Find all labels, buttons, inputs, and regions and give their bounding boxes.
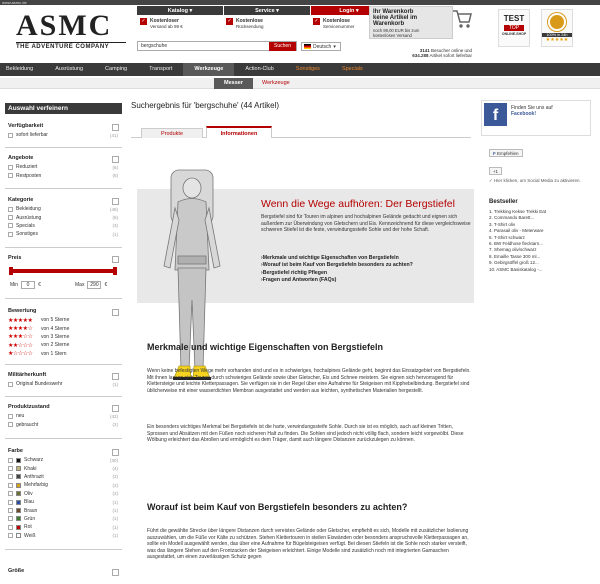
filter-rating bbox=[5, 307, 122, 358]
filter-option-color[interactable]: Braun (1) bbox=[5, 506, 122, 514]
cat-bekleidung[interactable]: Bekleidung bbox=[6, 66, 34, 72]
rating-option[interactable]: ★★★★☆ von 4 Sterne bbox=[8, 325, 70, 333]
sidebar-heading: Auswahl verfeinern bbox=[5, 103, 122, 114]
filter-option-color[interactable]: Schwarz (30) bbox=[5, 456, 122, 464]
checkbox[interactable] bbox=[8, 491, 13, 496]
bestseller-list bbox=[489, 209, 594, 273]
nav-login[interactable]: Login ▾ bbox=[311, 6, 387, 15]
filter-option[interactable]: Bekleidung (49) bbox=[5, 205, 122, 213]
color-swatch bbox=[16, 500, 21, 505]
nav-katalog[interactable]: Katalog ▾ bbox=[137, 6, 223, 15]
shopping-cart-icon[interactable] bbox=[452, 8, 472, 30]
star-rating-icon: ★★★★★ bbox=[8, 317, 33, 324]
trusted-shop-badge[interactable]: 100% in 24h ★★★★★ bbox=[541, 9, 573, 47]
price-slider-handle-max[interactable] bbox=[113, 267, 117, 275]
check-icon: ✓ bbox=[314, 18, 319, 24]
filter-condition bbox=[5, 403, 122, 429]
award-seal-icon bbox=[548, 13, 566, 31]
filter-size bbox=[5, 567, 122, 576]
filter-title[interactable]: Angebote bbox=[5, 154, 122, 163]
checkbox[interactable] bbox=[8, 516, 13, 521]
language-select[interactable]: Deutsch ▾ bbox=[301, 42, 341, 51]
bestseller-item[interactable]: 7. Shemag oliv/schwarz bbox=[489, 247, 537, 253]
section-heading: Merkmale und wichtige Eigenschaften von Bergstiefeln bbox=[147, 342, 384, 352]
logo-text: ASMC bbox=[16, 9, 113, 42]
color-swatch bbox=[16, 516, 21, 521]
filter-title[interactable]: Bewertung bbox=[5, 307, 122, 316]
filter-option[interactable]: Restposten (6) bbox=[5, 171, 122, 179]
filter-title[interactable]: Militärherkunft bbox=[5, 371, 122, 380]
anchor-link[interactable]: ›Merkmale und wichtige Eigenschaften von Bergstiefeln bbox=[261, 255, 399, 261]
filter-title[interactable]: Farbe bbox=[5, 447, 122, 456]
cat-specials[interactable]: Specials bbox=[341, 66, 363, 72]
checkbox[interactable] bbox=[8, 525, 13, 530]
filter-option[interactable]: Specials (3) bbox=[5, 222, 122, 230]
selling-point: ✓ Kostenlose Rücksendung bbox=[227, 18, 264, 29]
filter-option[interactable]: gebraucht (2) bbox=[5, 420, 122, 428]
logo-tagline: THE ADVENTURE COMPANY bbox=[16, 42, 126, 50]
filter-military bbox=[5, 371, 122, 388]
color-swatch bbox=[16, 525, 21, 530]
checkbox[interactable] bbox=[8, 232, 13, 237]
like-button[interactable]: F Empfehlen bbox=[489, 149, 523, 157]
anchor-link[interactable]: ›Bergstiefel richtig Pflegen bbox=[261, 269, 328, 276]
hiker-illustration bbox=[160, 162, 224, 398]
checkbox[interactable] bbox=[8, 483, 13, 488]
checkbox[interactable] bbox=[8, 215, 13, 220]
color-swatch bbox=[16, 458, 21, 463]
checkbox[interactable] bbox=[8, 508, 13, 513]
rating-option[interactable]: ★★☆☆☆ von 2 Sterne bbox=[8, 342, 70, 349]
checkbox[interactable] bbox=[8, 458, 13, 463]
checkbox[interactable] bbox=[8, 165, 13, 170]
filter-title[interactable]: Produktzustand bbox=[5, 403, 122, 412]
checkbox[interactable] bbox=[8, 223, 13, 228]
cat-transport[interactable]: Transport bbox=[149, 66, 173, 72]
filter-option[interactable]: Sonstiges (1) bbox=[5, 230, 122, 238]
bestseller-item[interactable]: 9. Gebirgsöffel groß 12... bbox=[489, 260, 539, 266]
checkbox[interactable] bbox=[8, 414, 13, 419]
bestseller-item[interactable]: 8. Emaille Tasse 300 ml... bbox=[489, 253, 541, 259]
filter-availability bbox=[5, 122, 122, 139]
bestseller-item[interactable]: 2. Commando Barett... bbox=[489, 215, 535, 221]
cart-title: Ihr Warenkorb bbox=[373, 9, 414, 15]
filter-title[interactable]: Kategorie bbox=[5, 196, 122, 205]
filter-option-color[interactable]: Blau (1) bbox=[5, 498, 122, 506]
search-input[interactable]: bergschuhe bbox=[137, 41, 297, 51]
filter-option[interactable]: neu (42) bbox=[5, 412, 122, 420]
social-media-notice[interactable]: ✓ Hier klicken, um Social Media zu aktivieren. bbox=[489, 178, 581, 183]
paragraph: Ein besonders wichtiges Merkmal bei Bergstiefeln ist die harte, verwindungssteife Sohle. Durch sie ist es möglich, auch auf kleinen Tritten, Sprossen und Absätzen mit den Füßen noch sicheren Halt zu finden. Die Sohlen sind jedoch nicht völlig flach, sondern leicht vorgewölbt. Diese Wölbung erleichtert das Abrollen und ermöglicht es dem Träger, damit auch längere Distanzen zurückzulegen zu können. bbox=[147, 424, 464, 444]
subnav-werkzeuge[interactable]: Werkzeuge bbox=[262, 80, 290, 86]
bestseller-item[interactable]: 5. T-Shirt schwarz bbox=[489, 234, 525, 240]
star-rating-icon: ★★★★☆ bbox=[8, 326, 33, 333]
price-min: Min 0 € bbox=[10, 282, 41, 288]
star-rating-icon: ★★☆☆☆ bbox=[8, 342, 33, 349]
filter-option-color[interactable]: Khaki (4) bbox=[5, 464, 122, 472]
bestseller-item[interactable]: 1. Trekking Kekse Trekki Eat bbox=[489, 209, 547, 214]
chevron-down-icon: ▾ bbox=[333, 43, 336, 50]
filter-category bbox=[5, 196, 122, 239]
cat-camping[interactable]: Camping bbox=[105, 66, 128, 72]
filter-title[interactable]: Größe bbox=[5, 567, 122, 576]
rating-option[interactable]: ★★★★★ von 5 Sterne bbox=[8, 317, 70, 324]
tab-produkte[interactable]: Produkte bbox=[141, 128, 203, 138]
cat-action-club[interactable]: Action-Club bbox=[245, 66, 274, 72]
anchor-link[interactable]: ›Worauf ist beim Kauf von Bergstiefeln besonders zu achten? bbox=[261, 262, 413, 269]
check-icon: ✓ bbox=[227, 18, 232, 24]
star-rating-icon: ★★★☆☆ bbox=[8, 334, 33, 341]
checkbox[interactable] bbox=[8, 173, 13, 178]
bestseller-item[interactable]: 4. Parasail oliv - Meterware bbox=[489, 228, 544, 234]
checkbox[interactable] bbox=[8, 500, 13, 505]
price-max-input[interactable]: 290 bbox=[87, 281, 101, 289]
filter-option-color[interactable]: Rot (1) bbox=[5, 523, 122, 531]
paragraph: Wenn keine befestigten Wege mehr vorhanden sind und es in schwieriges, hochalpines Gelände geht, beginnt das Einsatzgebiet von Bergstiefeln. Mit ihnen lassen sich Touren durch schwieriges Gelände sowie über Gletscher, Eis und Schnee meistern. Sie eignen sich hervorragend für Klettersteige und leichte Kletterpassagen. Sie verfügen sie in der Regel über eine Aufnahme für Steigeisen mit Kipphebelbindung. Bergstiefel sind üblicherweise mit einer wasserdichten Membran ausgestattet und werden aus leichten, synthetischen Materialien hergestellt. bbox=[147, 368, 471, 394]
visitor-stats: 3141 Besucher online und 634.288 Artikel sofort lieferbar bbox=[412, 48, 472, 58]
paragraph: Führt die gewählte Strecke über längere Distanzen durch vereistes Gelände oder Gletscher, empfiehlt es sich, Modelle mit zusätzlicher Isolierung auszuwählen, um die Füße vor Kälte zu schützen. Stehen Klettertouren in steilen Eiswänden oder besonders anspruchsvolle Kletterpassagen an, sollte ein Modell ausgewählt werden, das über eine Aufnahme für Bügelsteigeisen verfügt. Bei diesen Stiefeln ist die Sohle noch starker versteift, was das längere Stehen auf den Frontzacken der Steigeisen erleichtert. Einige Modelle sind zusätzlich noch mit integrierten Gamaschen ausgestattet, um einen zuverlässigen Schutz gegen bbox=[147, 528, 469, 561]
hero-title: Wenn die Wege aufhören: Der Bergstiefel bbox=[261, 198, 455, 210]
selling-point: ✓ Kostenloser Versand ab 99 € bbox=[141, 18, 183, 29]
section-heading: Worauf ist beim Kauf von Bergstiefeln besonders zu achten? bbox=[147, 502, 408, 512]
color-swatch bbox=[16, 466, 21, 471]
color-swatch bbox=[16, 533, 21, 538]
nav-service[interactable]: Service ▾ bbox=[224, 6, 310, 15]
rating-option[interactable]: ★★★☆☆ von 3 Sterne bbox=[8, 333, 70, 341]
hero-text: Bergstiefel sind für Touren im alpinen und hochalpinen Gelände gedacht und eignen sich außerdem zur Überwindung von Gletschern und Eis. Kennzeichnend für diese vergleichsweise schweren Stiefel ist die feste, verwindungssteife Sohle und der hohe Schaft. bbox=[261, 214, 471, 233]
filter-price bbox=[5, 254, 122, 263]
checkbox[interactable] bbox=[8, 133, 13, 138]
selling-points bbox=[137, 16, 384, 36]
star-rating-icon: ★☆☆☆☆ bbox=[8, 351, 33, 358]
filter-title[interactable]: Verfügbarkeit bbox=[5, 122, 122, 131]
filter-option[interactable]: Ausrüstung (6) bbox=[5, 213, 122, 221]
bestseller-title: Bestseller bbox=[489, 199, 518, 205]
facebook-text[interactable]: Finden Sie uns auf Facebook! bbox=[511, 105, 553, 117]
bestseller-item[interactable]: 10. ASMC Basiskatalog -... bbox=[489, 266, 543, 272]
filter-sidebar bbox=[5, 103, 122, 584]
asmc-logo[interactable] bbox=[16, 11, 126, 50]
selling-point: ✓ Kostenlose Servicenummer bbox=[314, 18, 355, 29]
test-badge[interactable]: TEST TOP ONLINE-SHOP bbox=[498, 9, 530, 47]
hero-link-list bbox=[261, 255, 413, 285]
filter-title[interactable]: Preis bbox=[5, 254, 122, 263]
rating-option[interactable]: ★☆☆☆☆ von 1 Stern bbox=[8, 350, 67, 358]
subnav-messer[interactable]: Messer bbox=[214, 78, 253, 89]
top-nav bbox=[137, 6, 387, 15]
result-tabs bbox=[131, 124, 471, 138]
check-icon: ✓ bbox=[141, 18, 146, 24]
color-swatch bbox=[16, 483, 21, 488]
filter-option-color[interactable]: Grün (1) bbox=[5, 515, 122, 523]
filter-option-color[interactable]: Oliv (2) bbox=[5, 490, 122, 498]
color-swatch bbox=[16, 474, 21, 479]
page-title: Suchergebnis für 'bergschuhe' (44 Artikel) bbox=[131, 101, 280, 110]
price-min-input[interactable]: 0 bbox=[21, 281, 35, 289]
price-max: Max 290 € bbox=[75, 282, 108, 288]
cat-sonstiges[interactable]: Sonstiges bbox=[295, 66, 320, 72]
checkbox[interactable] bbox=[8, 207, 13, 212]
checkbox[interactable] bbox=[8, 382, 13, 387]
bestseller-item[interactable]: 6. BW Feldhose flecktarn... bbox=[489, 241, 544, 247]
color-swatch bbox=[16, 508, 21, 513]
cat-werkzeuge[interactable]: Werkzeuge bbox=[183, 63, 234, 76]
tab-informationen[interactable]: Informationen bbox=[206, 126, 272, 138]
category-nav bbox=[0, 63, 600, 76]
filter-option[interactable]: Original Bundeswehr (1) bbox=[5, 380, 122, 388]
search-button[interactable]: Suchen bbox=[269, 42, 296, 51]
checkbox[interactable] bbox=[8, 422, 13, 427]
bestseller-item[interactable]: 3. T-Shirt oliv bbox=[489, 221, 516, 227]
cat-ausruestung[interactable]: Ausrüstung bbox=[55, 66, 84, 72]
color-swatch bbox=[16, 491, 21, 496]
filter-option-color[interactable]: Weiß (1) bbox=[5, 532, 122, 540]
cart-box[interactable]: Ihr Warenkorb keine Artikel im Warenkorb noch 99,00 EUR bis zum kostenlosen Versand bbox=[369, 6, 453, 39]
filter-option[interactable]: Reduziert (6) bbox=[5, 163, 122, 171]
german-flag-icon bbox=[304, 44, 311, 49]
facebook-icon[interactable]: f bbox=[484, 103, 507, 126]
anchor-link[interactable]: ›Fragen und Antworten (FAQs) bbox=[261, 277, 337, 284]
cart-status: keine Artikel im bbox=[373, 15, 418, 21]
filter-option-color[interactable]: Anthrazit (2) bbox=[5, 473, 122, 481]
filter-offers bbox=[5, 154, 122, 180]
sub-nav bbox=[0, 78, 600, 89]
checkbox[interactable] bbox=[8, 474, 13, 479]
top-url-bar: www.asmc.de bbox=[0, 0, 600, 5]
checkbox[interactable] bbox=[8, 466, 13, 471]
filter-color bbox=[5, 447, 122, 540]
checkbox[interactable] bbox=[8, 533, 13, 538]
filter-option[interactable]: sofort lieferbar (41) bbox=[5, 131, 122, 139]
filter-option-color[interactable]: Mehrfarbig (2) bbox=[5, 481, 122, 489]
price-slider[interactable] bbox=[10, 269, 115, 273]
price-slider-handle-min[interactable] bbox=[9, 267, 13, 275]
cart-status-2: Warenkorb bbox=[373, 21, 405, 27]
google-plus-button[interactable]: +1 bbox=[489, 167, 502, 175]
